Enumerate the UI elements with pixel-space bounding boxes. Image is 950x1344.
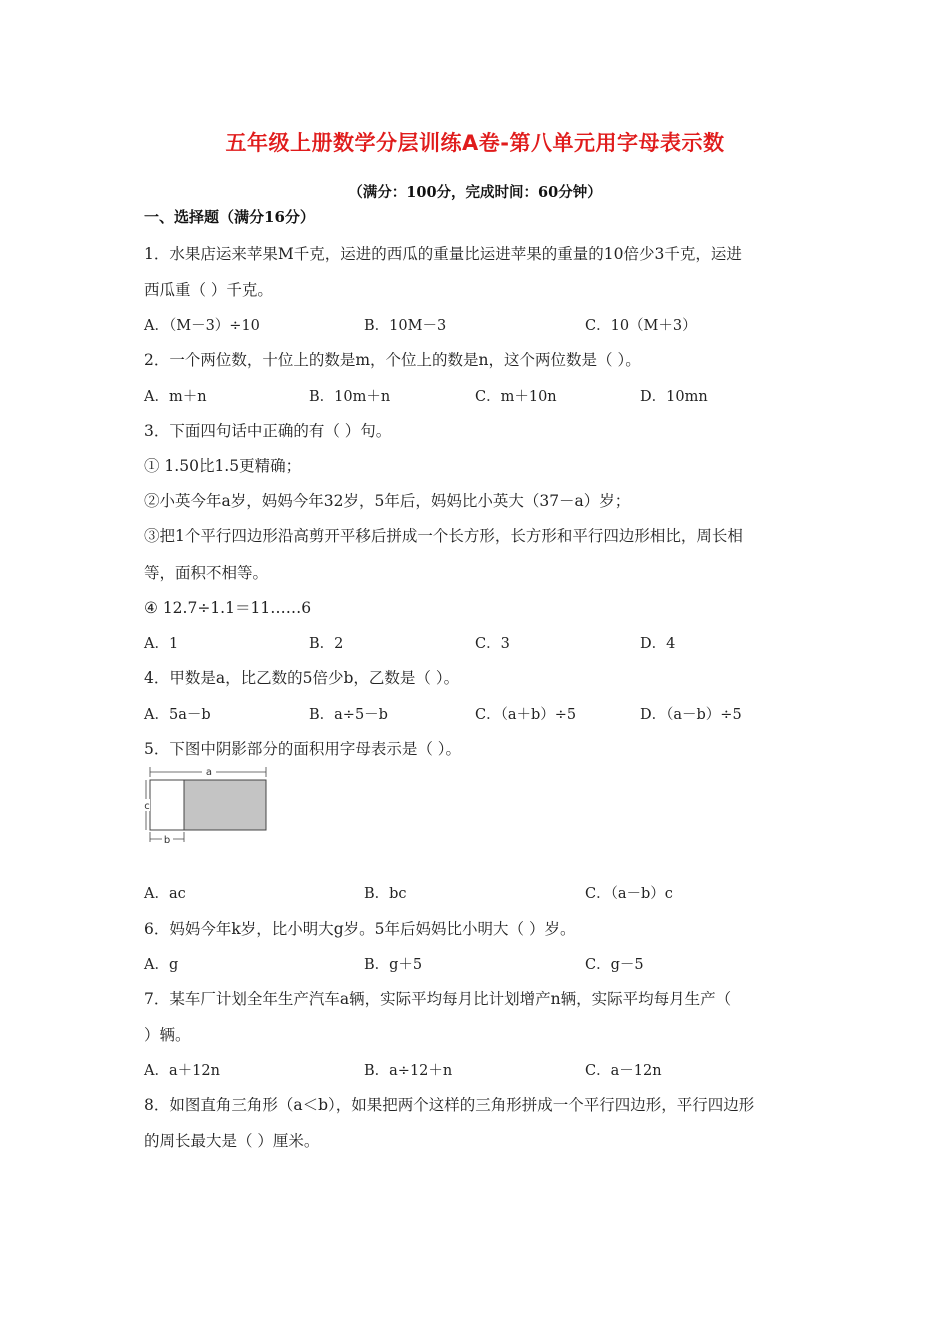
q3-statement-2: ②小英今年a岁，妈妈今年32岁，5年后，妈妈比小英大（37－a）岁；: [144, 492, 631, 510]
question-8-text-cont: 的周长最大是（ ）厘米。: [144, 1132, 320, 1150]
q3-statement-3: ③把1个平行四边形沿高剪开平移后拼成一个长方形，长方形和平行四边形相比，周长相: [144, 527, 743, 545]
question-6-text: 6．妈妈今年k岁，比小明大g岁。5年后妈妈比小明大（ ）岁。: [144, 920, 576, 938]
q6-option-c[interactable]: C．g－5: [585, 957, 644, 973]
q2-option-b[interactable]: B．10m＋n: [309, 389, 391, 405]
q1-option-a[interactable]: A．（M－3）÷10: [144, 318, 260, 334]
question-4-text: 4．甲数是a，比乙数的5倍少b，乙数是（ ）。: [144, 669, 460, 687]
dimension-c-label: c: [144, 801, 150, 812]
q4-option-b[interactable]: B．a÷5－b: [309, 707, 388, 723]
question-1-text-cont: 西瓜重（ ）千克。: [144, 281, 273, 299]
rectangle-figure: [144, 762, 274, 847]
q7-option-b[interactable]: B．a÷12＋n: [364, 1063, 453, 1079]
q3-option-b[interactable]: B．2: [309, 636, 344, 652]
question-7-text-cont: ）辆。: [144, 1026, 191, 1044]
q6-option-b[interactable]: B．g＋5: [364, 957, 423, 973]
dimension-a-label: a: [205, 767, 213, 778]
q1-option-b[interactable]: B．10M－3: [364, 318, 447, 334]
q5-option-c[interactable]: C．（a－b）c: [585, 886, 673, 902]
shaded-region: [184, 780, 266, 830]
q5-option-a[interactable]: A．ac: [144, 886, 186, 902]
q4-option-d[interactable]: D．（a－b）÷5: [640, 707, 742, 723]
section-heading: 一、选择题（满分16分）: [144, 208, 315, 226]
question-5-text: 5．下图中阴影部分的面积用字母表示是（ ）。: [144, 740, 462, 758]
q7-option-c[interactable]: C．a－12n: [585, 1063, 662, 1079]
exam-info: （满分：100分，完成时间：60分钟）: [348, 184, 602, 201]
question-2-text: 2．一个两位数，十位上的数是m，个位上的数是n，这个两位数是（ ）。: [144, 351, 641, 369]
dimension-b-label: b: [163, 835, 171, 846]
question-1-text: 1．水果店运来苹果M千克，运进的西瓜的重量比运进苹果的重量的10倍少3千克，运进: [144, 245, 742, 263]
q2-option-d[interactable]: D．10mn: [640, 389, 708, 405]
q4-option-c[interactable]: C．（a＋b）÷5: [475, 707, 577, 723]
q3-option-a[interactable]: A．1: [144, 636, 179, 652]
q2-option-c[interactable]: C．m＋10n: [475, 389, 557, 405]
q3-option-c[interactable]: C．3: [475, 636, 510, 652]
q4-option-a[interactable]: A．5a－b: [144, 707, 211, 723]
question-7-text: 7．某车厂计划全年生产汽车a辆，实际平均每月比计划增产n辆，实际平均每月生产（: [144, 990, 732, 1008]
q3-statement-1: ① 1.50比1.5更精确；: [144, 457, 302, 475]
q3-statement-4: ④ 12.7÷1.1＝11……6: [144, 599, 312, 617]
q3-statement-3-cont: 等，面积不相等。: [144, 564, 269, 582]
q1-option-c[interactable]: C．10（M＋3）: [585, 318, 697, 334]
q2-option-a[interactable]: A．m＋n: [144, 389, 207, 405]
q7-option-a[interactable]: A．a＋12n: [144, 1063, 220, 1079]
q5-option-b[interactable]: B．bc: [364, 886, 407, 902]
question-8-text: 8．如图直角三角形（a＜b），如果把两个这样的三角形拼成一个平行四边形，平行四边形: [144, 1096, 755, 1114]
page-title: 五年级上册数学分层训练A卷-第八单元用字母表示数: [225, 131, 725, 155]
question-3-text: 3．下面四句话中正确的有（ ）句。: [144, 422, 392, 440]
q6-option-a[interactable]: A．g: [144, 957, 179, 973]
q3-option-d[interactable]: D．4: [640, 636, 676, 652]
